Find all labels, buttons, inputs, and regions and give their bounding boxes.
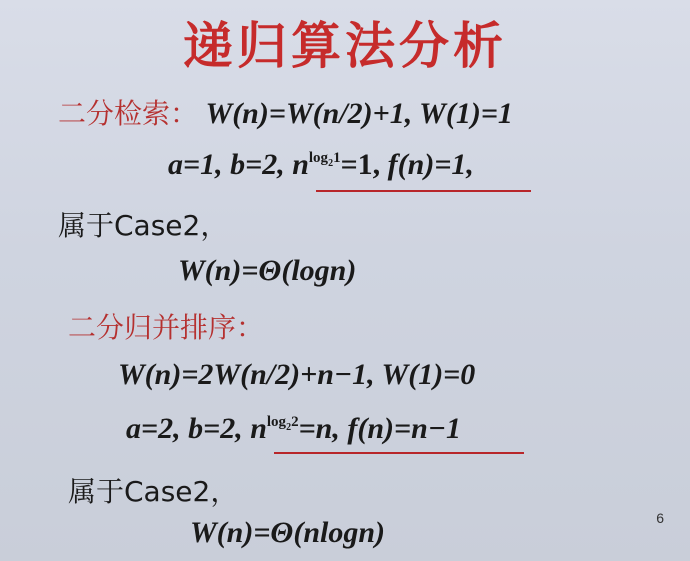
- merge-sort-case-line: [68, 470, 238, 510]
- binary-search-case-line: [58, 204, 228, 244]
- binary-search-params-line: [168, 148, 474, 182]
- npower-exp-arg: 2: [291, 414, 299, 430]
- binary-search-line: [58, 92, 513, 132]
- merge-sort-line: [68, 306, 264, 346]
- merge-sort-underline: [274, 452, 524, 454]
- npower-base: n: [292, 148, 309, 181]
- npower-exp-arg: 1: [333, 150, 341, 166]
- binary-search-params: a=1, b=2,: [168, 148, 285, 181]
- npower-exp-log: log: [266, 414, 287, 430]
- merge-sort-params-line: [126, 412, 461, 446]
- binary-search-case: 属于Case2，: [58, 209, 229, 242]
- merge-sort-result: W(n)=Θ(nlogn): [190, 516, 386, 549]
- merge-sort-recurrence: W(n)=2W(n/2)+n−1, W(1)=0: [118, 358, 476, 391]
- slide-title: 递归算法分析: [183, 17, 507, 75]
- merge-sort-npower: [250, 412, 340, 445]
- npower-exp-log: log: [308, 150, 329, 166]
- merge-sort-fn: f(n)=n−1: [347, 412, 461, 445]
- npower-exp-base: 2: [286, 422, 292, 433]
- binary-search-npower: [292, 148, 380, 181]
- merge-sort-case: 属于Case2，: [68, 475, 239, 508]
- binary-search-result: W(n)=Θ(logn): [178, 254, 357, 287]
- npower-exponent: [308, 150, 341, 169]
- npower-value: =1,: [340, 148, 381, 181]
- binary-search-underline: [316, 190, 531, 192]
- merge-sort-params: a=2, b=2,: [126, 412, 243, 445]
- npower-value: =n,: [298, 412, 340, 445]
- merge-sort-label: 二分归并排序：: [68, 311, 265, 344]
- npower-exponent: [266, 414, 299, 433]
- binary-search-fn: f(n)=1,: [387, 148, 474, 181]
- npower-base: n: [250, 412, 267, 445]
- page-number: 6: [656, 510, 664, 526]
- binary-search-label: 二分检索：: [58, 97, 199, 130]
- binary-search-recurrence: W(n)=W(n/2)+1, W(1)=1: [205, 97, 513, 130]
- npower-exp-base: 2: [328, 158, 334, 169]
